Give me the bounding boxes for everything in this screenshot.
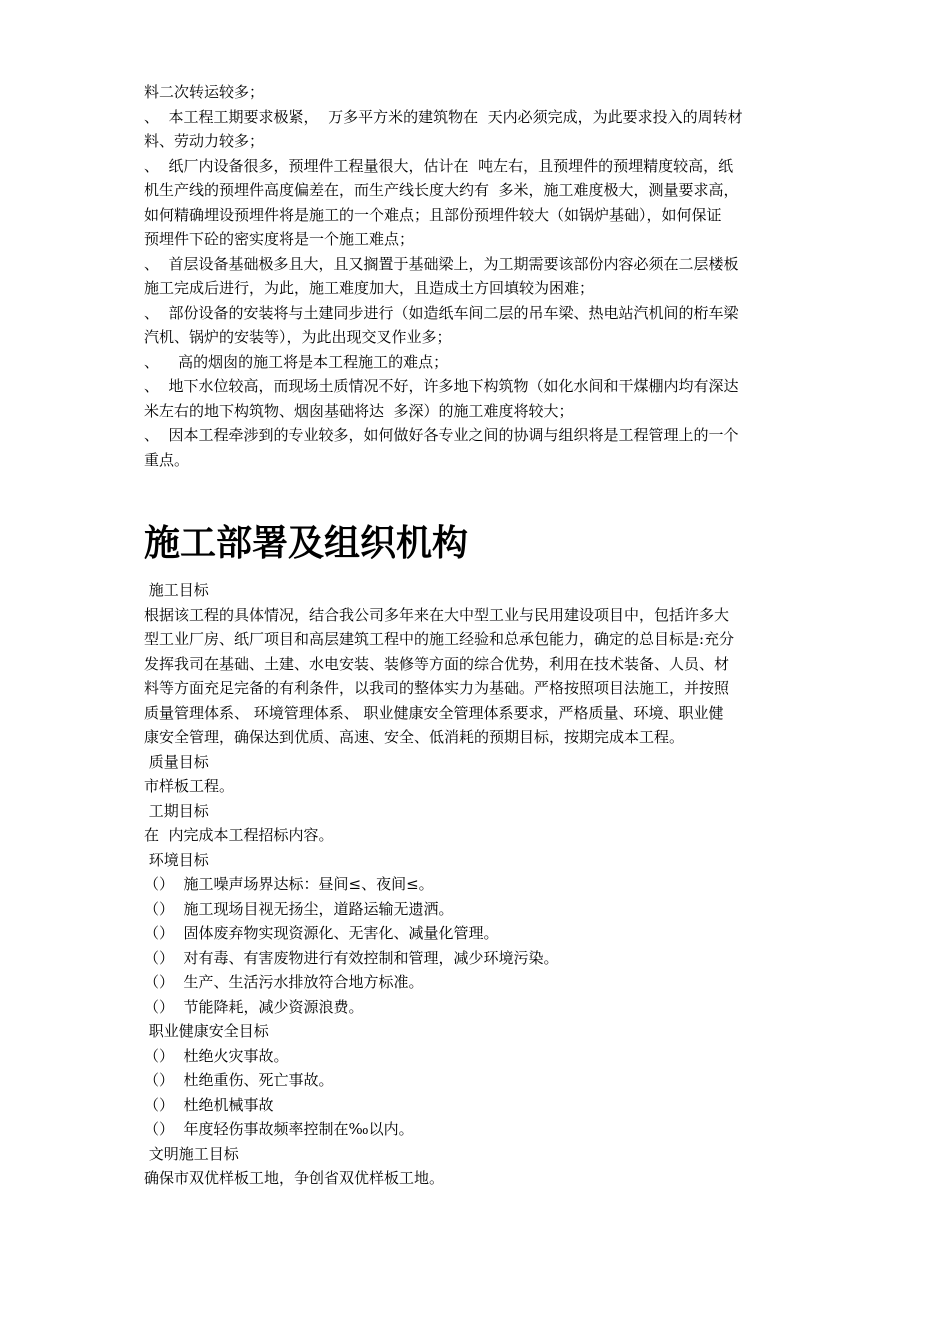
spacer: [144, 472, 808, 520]
text-line: 重点。: [144, 450, 190, 469]
list-item: （） 杜绝火灾事故。: [144, 1046, 289, 1065]
text-line: 米左右的地下构筑物、烟囱基础将达 多深）的施工难度将较大；: [144, 401, 574, 420]
text-line: 发挥我司在基础、土建、水电安装、装修等方面的综合优势，利用在技术装备、人员、材: [144, 654, 730, 673]
text-line: 在 内完成本工程招标内容。: [144, 826, 334, 844]
text-line: 、 因本工程牵涉到的专业较多，如何做好各专业之间的协调与组织将是工程管理上的一个: [144, 426, 739, 444]
text-line: 施工完成后进行，为此，施工难度加大，且造成土方回填较为困难；: [144, 279, 595, 297]
subheading: 职业健康安全目标: [144, 1022, 269, 1040]
list-item: （） 对有毒、有害废物进行有效控制和管理，减少环境污染。: [144, 948, 559, 967]
text-line: 市样板工程。: [144, 777, 235, 795]
list-item: （） 年度轻伤事故频率控制在‰以内。: [144, 1120, 414, 1138]
text-line: 根据该工程的具体情况，结合我公司多年来在大中型工业与民用建设项目中，包括许多大: [144, 605, 730, 624]
text-line: 型工业厂房、纸厂项目和高层建筑工程中的施工经验和总承包能力，确定的总目标是:充分: [144, 630, 735, 648]
text-line: 康安全管理，确保达到优质、高速、安全、低消耗的预期目标，按期完成本工程。: [144, 728, 685, 746]
subheading: 质量目标: [144, 752, 209, 771]
text-line: 、 地下水位较高，而现场土质情况不好，许多地下构筑物（如化水间和干煤棚内均有深达: [144, 377, 739, 395]
text-line: 、 高的烟囱的施工将是本工程施工的难点；: [144, 352, 449, 371]
subheading: 工期目标: [144, 801, 209, 820]
list-item: （） 固体废弃物实现资源化、无害化、减量化管理。: [144, 924, 499, 942]
list-item: （） 生产、生活污水排放符合地方标准。: [144, 973, 424, 991]
list-item: （） 杜绝重伤、死亡事故。: [144, 1071, 334, 1089]
section-goals: [144, 578, 808, 1191]
list-item: （） 杜绝机械事故: [144, 1095, 274, 1114]
text-line: 、 本工程工期要求极紧， 万多平方米的建筑物在 天内必须完成，为此要求投入的周转材: [144, 107, 743, 126]
text-line: 、 纸厂内设备很多，预埋件工程量很大，估计在 吨左右，且预埋件的预埋精度较高，纸: [144, 156, 734, 175]
text-line: 、 部份设备的安装将与土建同步进行（如造纸车间二层的吊车梁、热电站汽机间的桁车梁: [144, 303, 739, 322]
section-heading: 施工部署及组织机构: [144, 523, 469, 564]
text-line: 、 首层设备基础极多且大，且又搁置于基础梁上，为工期需要该部份内容必须在二层楼板: [144, 254, 739, 273]
text-line: 机生产线的预埋件高度偏差在，而生产线长度大约有 多米，施工难度极大，测量要求高，: [144, 181, 739, 199]
document-page: [144, 80, 808, 1191]
subheading: 施工目标: [144, 581, 209, 599]
subheading: 环境目标: [144, 850, 209, 869]
text-line: 料二次转运较多；: [144, 83, 265, 101]
section-difficulties: [144, 80, 808, 472]
list-item: （） 节能降耗，减少资源浪费。: [144, 997, 364, 1016]
text-line: 质量管理体系、 环境管理体系、 职业健康安全管理体系要求，严格质量、环境、职业健: [144, 703, 724, 722]
text-line: 料、劳动力较多；: [144, 132, 265, 150]
text-line: 汽机、锅炉的安装等），为此出现交叉作业多；: [144, 328, 452, 346]
text-line: 如何精确埋设预埋件将是施工的一个难点；且部份预埋件较大（如锅炉基础），如何保证: [144, 205, 722, 224]
subheading: 文明施工目标: [144, 1144, 239, 1163]
list-item: （） 施工现场目视无扬尘，道路运输无遗洒。: [144, 899, 454, 918]
text-line: 确保市双优样板工地，争创省双优样板工地。: [144, 1169, 445, 1187]
list-item: （） 施工噪声场界达标：昼间≤、夜间≤。: [144, 875, 434, 893]
text-line: 料等方面充足完备的有利条件，以我司的整体实力为基础。严格按照项目法施工，并按照: [144, 679, 730, 697]
text-line: 预埋件下砼的密实度将是一个施工难点；: [144, 230, 415, 248]
